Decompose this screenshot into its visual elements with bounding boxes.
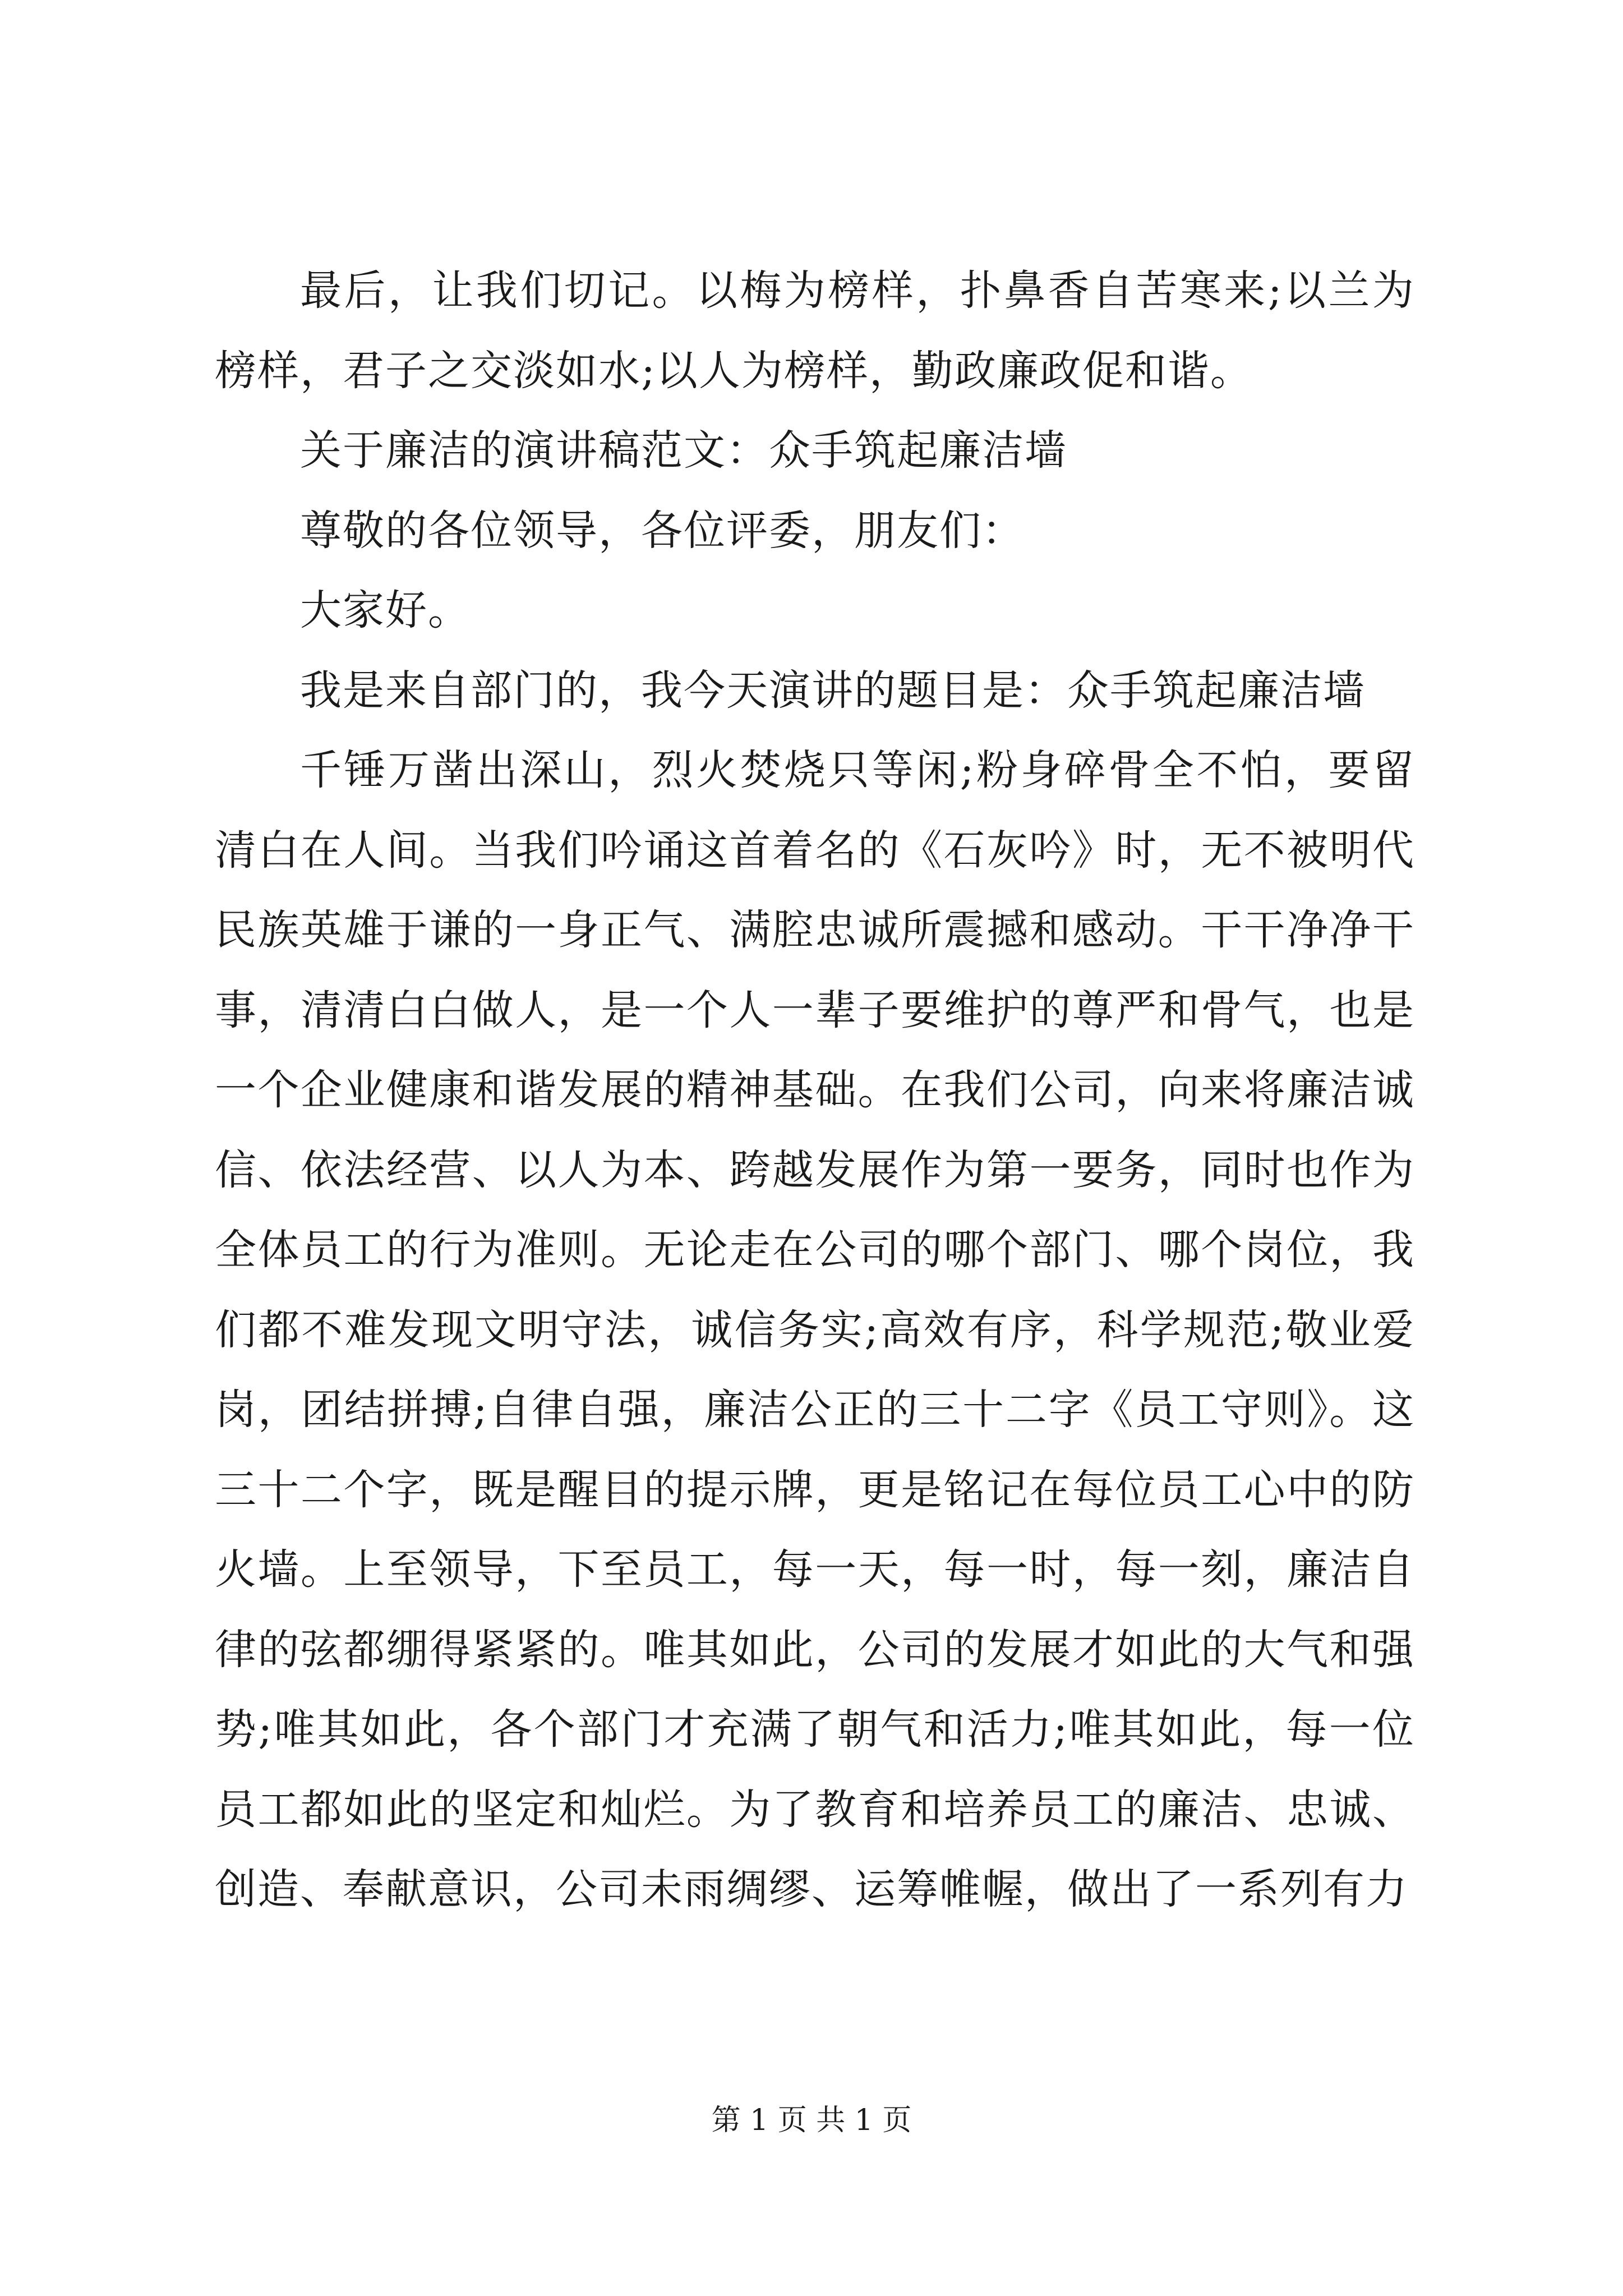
paragraph-conclusion: 最后，让我们切记。以梅为榜样，扑鼻香自苦寒来;以兰为榜样，君子之交淡如水;以人为榜样，勤政廉政促和谐。 bbox=[215, 266, 1415, 395]
paragraph-body: 千锤万凿出深山，烈火焚烧只等闲;粉身碎骨全不怕，要留清白在人间。当我们吟诵这首着名的《石灰吟》时，无不被明代民族英雄于谦的一身正气、满腔忠诚所震撼和感动。干干净净干事，清清白白做人，是一个人一辈子要维护的尊严和骨气，也是一个企业健康和谐发展的精神基础。在我们公司，向来将廉洁诚信、依法经营、以人为本、跨越发展作为第一要务，同时也作为全体员工的行为准则。无论走在公司的哪个部门、哪个岗位，我们都不难发现文明守法，诚信务实;高效有序，科学规范;敬业爱岗，团结拼搏;自律自强，廉洁公正的三十二字《员工守则》。这三十二个字，既是醒目的提示牌，更是铭记在每位员工心中的防火墙。上至领导，下至员工，每一天，每一时，每一刻，廉洁自律的弦都绷得紧紧的。唯其如此，公司的发展才如此的大气和强势;唯其如此，各个部门才充满了朝气和活力;唯其如此，每一位员工都如此的坚定和灿烂。为了教育和培养员工的廉洁、忠诚、创造、奉献意识，公司未雨绸缪、运筹帷幄，做出了一系列有力 bbox=[215, 746, 1415, 1913]
document-body bbox=[215, 251, 1415, 1930]
speaker-introduction: 我是来自部门的，我今天演讲的题目是：众手筑起廉洁墙 bbox=[300, 666, 1366, 715]
greeting: 大家好。 bbox=[300, 586, 471, 634]
salutation: 尊敬的各位领导，各位评委，朋友们： bbox=[300, 506, 1025, 555]
page-footer: 第 1 页 共 1 页 bbox=[711, 2104, 912, 2137]
speech-title: 关于廉洁的演讲稿范文：众手筑起廉洁墙 bbox=[300, 426, 1067, 475]
